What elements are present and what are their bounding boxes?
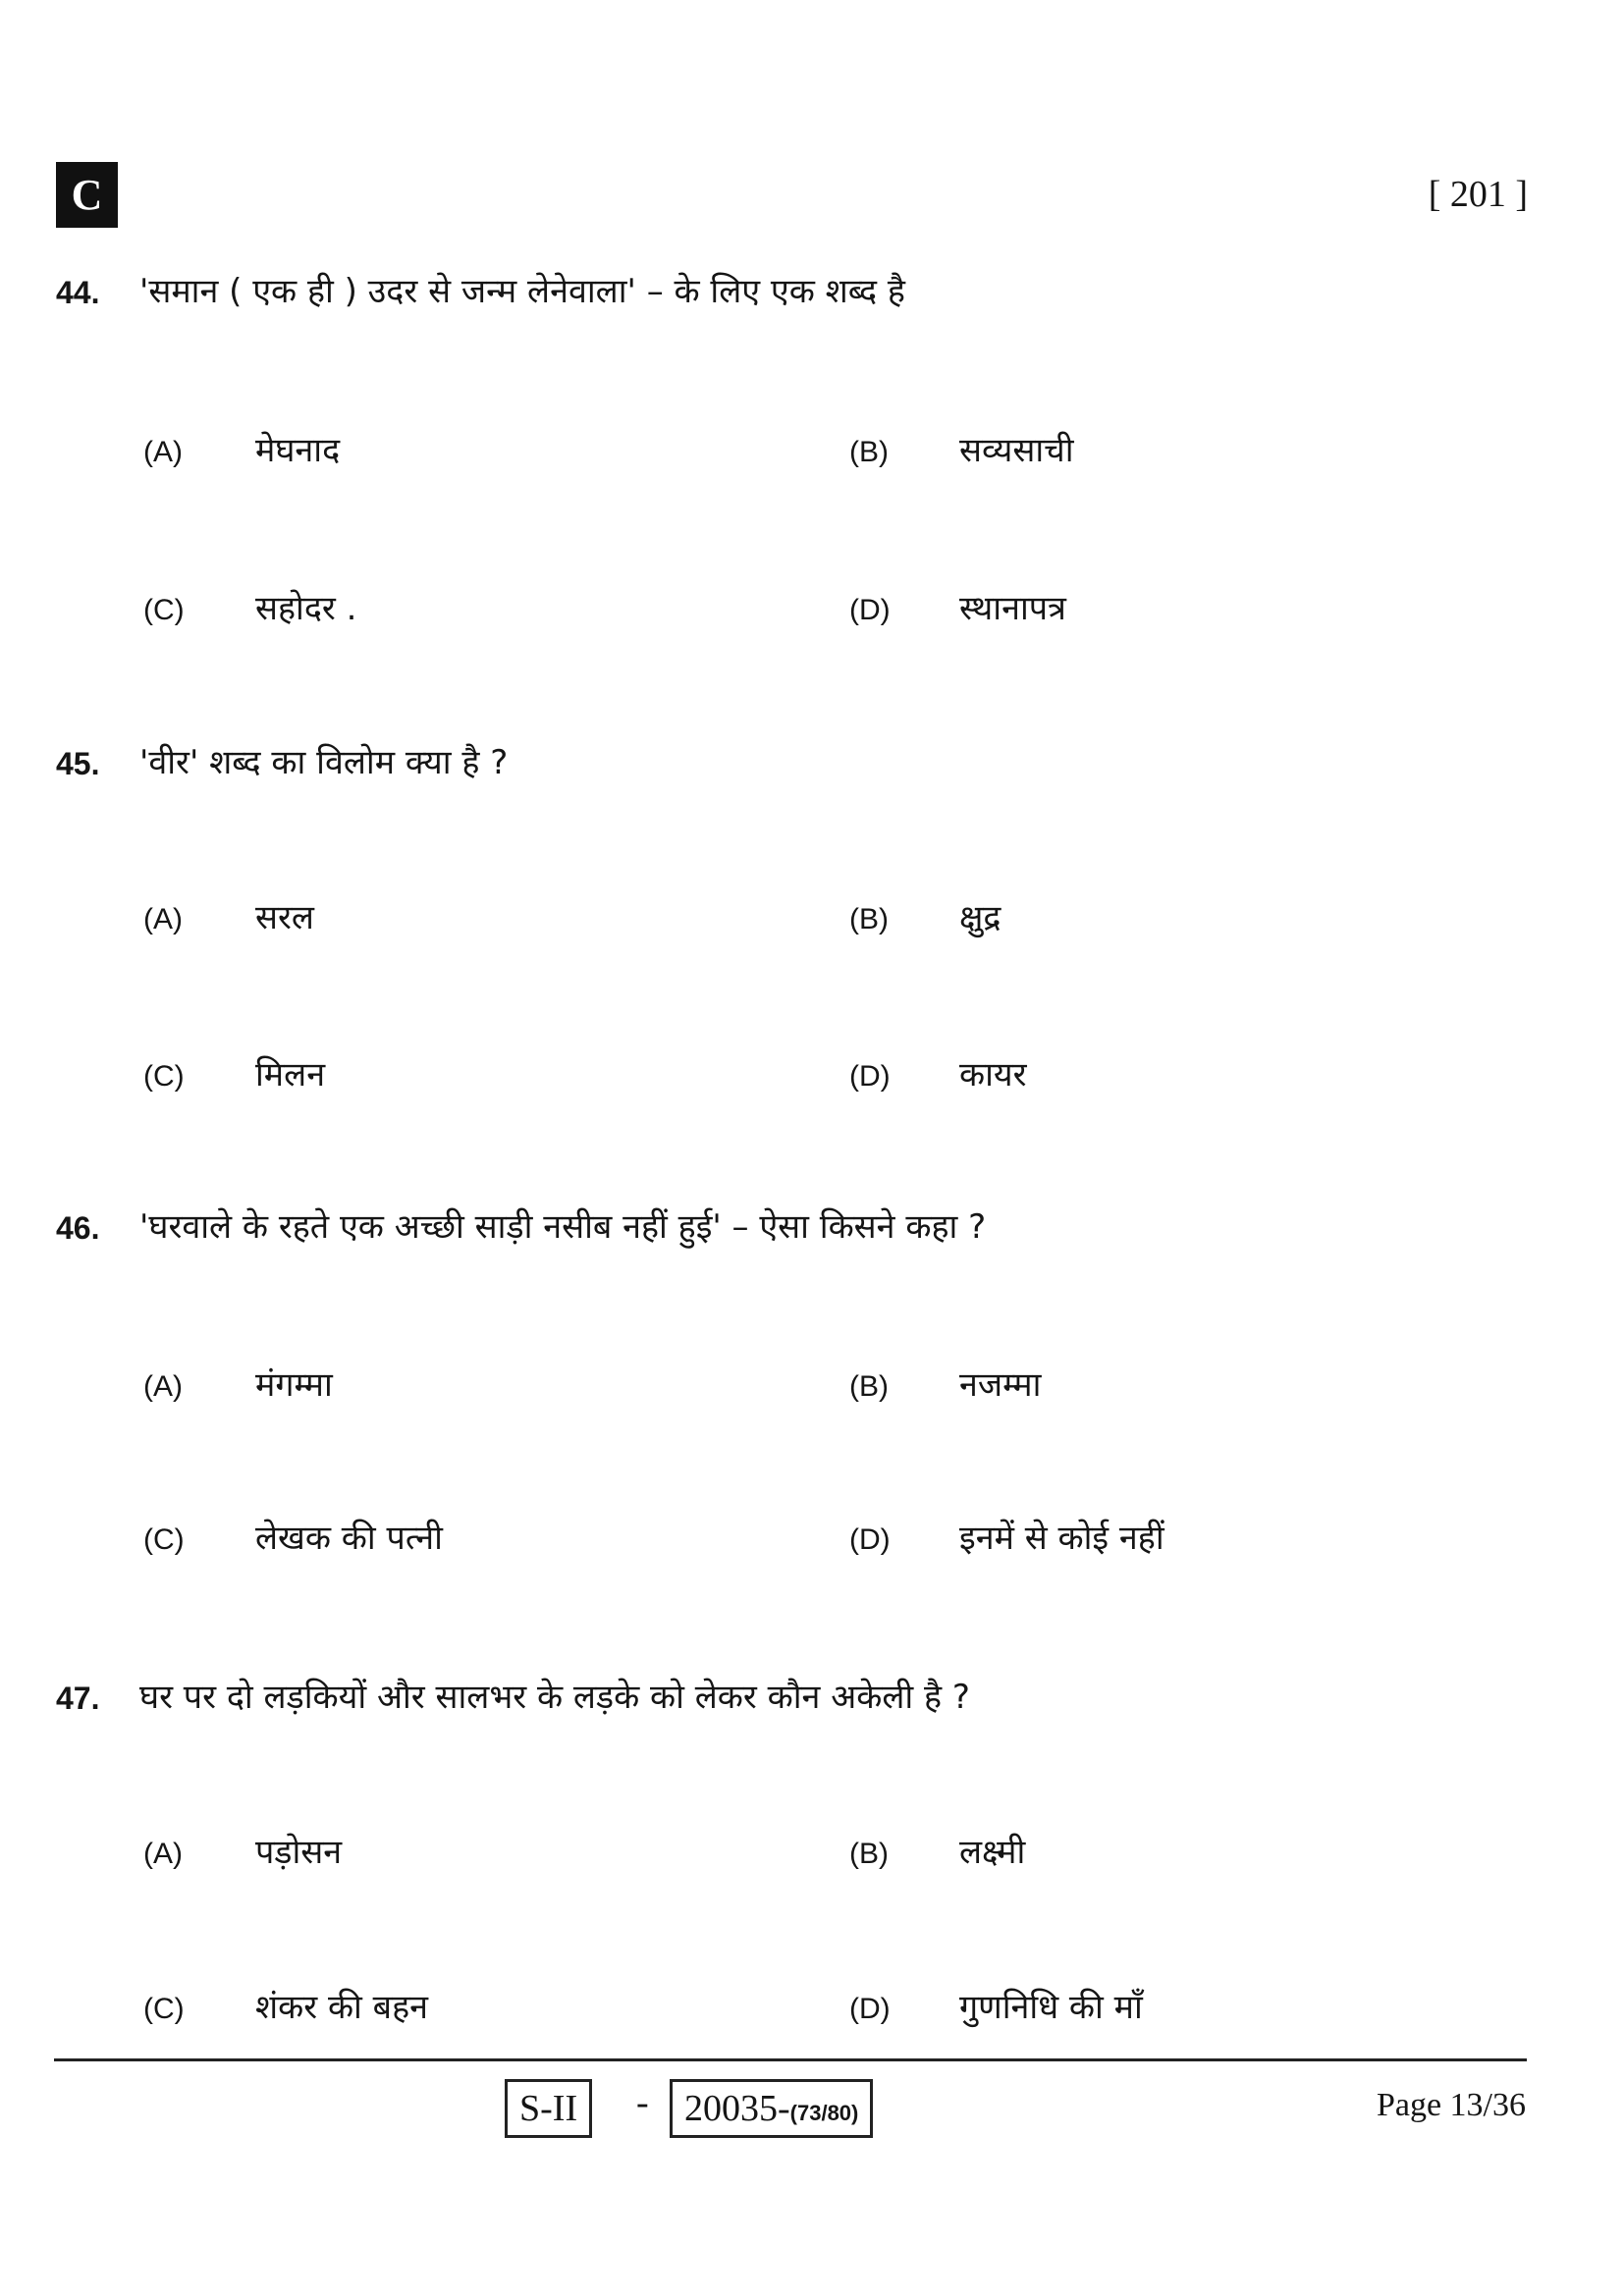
option-text: स्थानापत्र	[959, 589, 1066, 628]
option-label: (D)	[849, 1993, 891, 2025]
question-number: 46.	[56, 1210, 100, 1246]
option-label: (A)	[143, 1838, 183, 1870]
set-badge: C	[56, 162, 118, 228]
option-label: (B)	[849, 1370, 889, 1403]
option-text: इनमें से कोई नहीं	[959, 1519, 1164, 1558]
option-text: पड़ोसन	[255, 1833, 343, 1872]
option-text: लक्ष्मी	[959, 1833, 1026, 1872]
option-label: (C)	[143, 1993, 185, 2025]
option-text: मेघनाद	[255, 431, 341, 470]
footer-separator: -	[636, 2082, 649, 2123]
footer-divider	[54, 2058, 1527, 2061]
option-label: (C)	[143, 1060, 185, 1093]
option-text: नजम्मा	[959, 1365, 1042, 1405]
paper-code-box	[670, 2079, 873, 2138]
option-label: (B)	[849, 903, 889, 935]
option-text: शंकर की बहन	[255, 1988, 429, 2027]
paper-code-number: 20035-	[684, 2088, 790, 2129]
option-text: सव्यसाची	[959, 431, 1074, 470]
option-label: (B)	[849, 1838, 889, 1870]
question-number: 45.	[56, 746, 100, 781]
series-box: S-II	[505, 2079, 592, 2138]
option-text: सरल	[255, 898, 314, 937]
paper-code: [ 201 ]	[1428, 174, 1528, 215]
option-text: गुणनिधि की माँ	[959, 1988, 1143, 2027]
option-text: कायर	[959, 1055, 1027, 1095]
option-label: (A)	[143, 1370, 183, 1403]
option-text: क्षुद्र	[959, 898, 1001, 937]
page-number: Page 13/36	[1376, 2087, 1526, 2123]
option-label: (A)	[143, 436, 183, 468]
option-label: (A)	[143, 903, 183, 935]
option-text: सहोदर .	[255, 589, 357, 628]
option-text: मिलन	[255, 1055, 326, 1095]
question-number: 44.	[56, 275, 100, 310]
option-label: (C)	[143, 1523, 185, 1556]
option-label: (B)	[849, 436, 889, 468]
question-text: 'घरवाले के रहते एक अच्छी साड़ी नसीब नहीं हुई' – ऐसा किसने कहा ?	[139, 1207, 987, 1247]
option-label: (D)	[849, 1060, 891, 1093]
paper-code-sub: (73/80)	[789, 2101, 859, 2125]
option-text: लेखक की पत्नी	[255, 1519, 443, 1558]
question-text: 'समान ( एक ही ) उदर से जन्म लेनेवाला' – के लिए एक शब्द है	[139, 272, 905, 311]
option-label: (C)	[143, 594, 185, 626]
option-label: (D)	[849, 1523, 891, 1556]
option-text: मंगम्मा	[255, 1365, 333, 1405]
option-label: (D)	[849, 594, 891, 626]
question-text: घर पर दो लड़कियों और सालभर के लड़के को लेकर कौन अकेली है ?	[139, 1678, 970, 1717]
question-number: 47.	[56, 1681, 100, 1716]
question-text: 'वीर' शब्द का विलोम क्या है ?	[139, 743, 509, 782]
